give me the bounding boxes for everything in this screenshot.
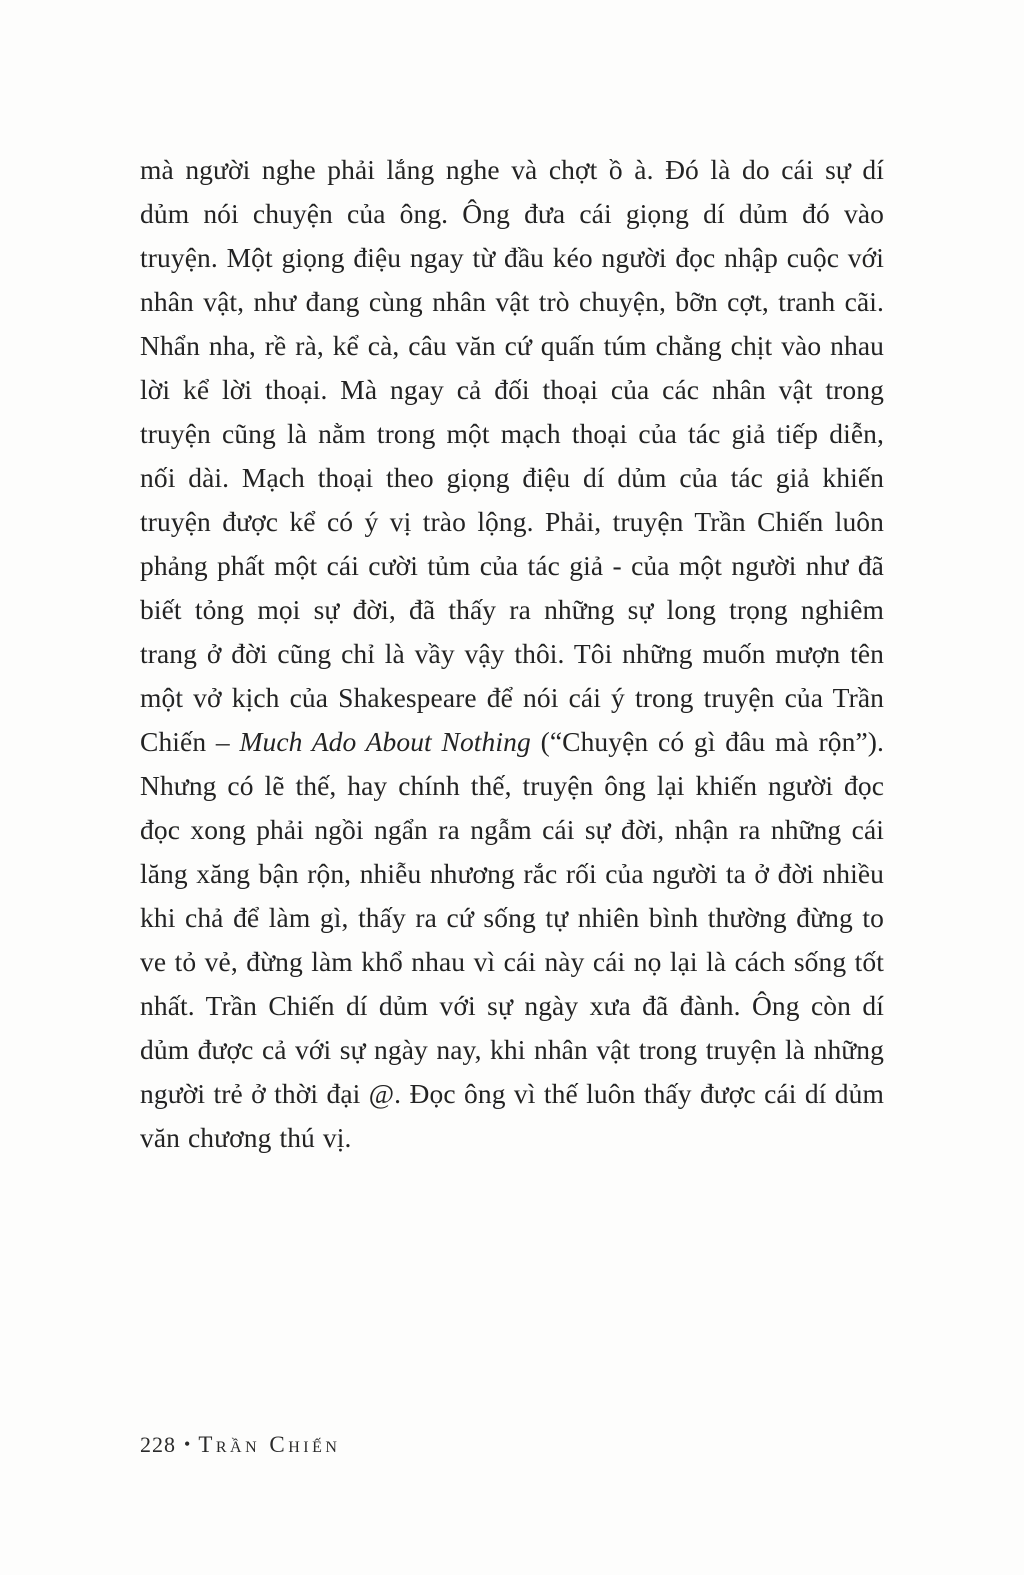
paragraph-segment: mà người nghe phải lắng nghe và chợt ồ à. Đó là do cái sự dí dủm nói chuyện của ông. Ông đưa cái giọng dí dủm đó vào truyện. Một giọng điệu ngay từ đầu kéo người đọc nhập cuộc với nhân vật, như đang cùng nhân vật trò chuyện, bỡn cợt, tranh cãi. Nhẩn nha, rề rà, kể cà, câu văn cứ quấn túm chằng chịt vào nhau lời kể lời thoại. Mà ngay cả đối thoại của các nhân vật trong truyện cũng là nằm trong một mạch thoại của tác giả tiếp diễn, nối dài. Mạch thoại theo giọng điệu dí dủm của tác giả khiến truyện được kể có ý vị trào lộng. Phải, truyện Trần Chiến luôn phảng phất một cái cười tủm của tác giả - của một người như đã biết tỏng mọi sự đời, đã thấy ra những sự long trọng nghiêm trang ở đời cũng chỉ là vầy vậy thôi. Tôi những muốn mượn tên một vở kịch của Shakespeare để nói cái ý trong truyện của Trần Chiến – — [140, 154, 884, 757]
page-number: 228 — [140, 1432, 176, 1457]
page-footer — [140, 1432, 340, 1458]
author-name: Trần Chiến — [198, 1432, 341, 1457]
paragraph-segment-italic: Much Ado About Nothing — [239, 726, 531, 757]
body-paragraph — [140, 148, 884, 1160]
paragraph-segment: (“Chuyện có gì đâu mà rộn”). Nhưng có lẽ thế, hay chính thế, truyện ông lại khiến người đọc đọc xong phải ngồi ngẩn ra ngẫm cái sự đời, nhận ra những cái lăng xăng bận rộn, nhiễu nhương rắc rối của người ta ở đời nhiều khi chả để làm gì, thấy ra cứ sống tự nhiên bình thường đừng to ve tỏ vẻ, đừng làm khổ nhau vì cái này cái nọ lại là cách sống tốt nhất. Trần Chiến dí dủm với sự ngày xưa đã đành. Ông còn dí dủm được cả với sự ngày nay, khi nhân vật trong truyện là những người trẻ ở thời đại @. Đọc ông vì thế luôn thấy được cái dí dủm văn chương thú vị. — [140, 726, 884, 1153]
footer-separator-dot: • — [184, 1434, 191, 1454]
